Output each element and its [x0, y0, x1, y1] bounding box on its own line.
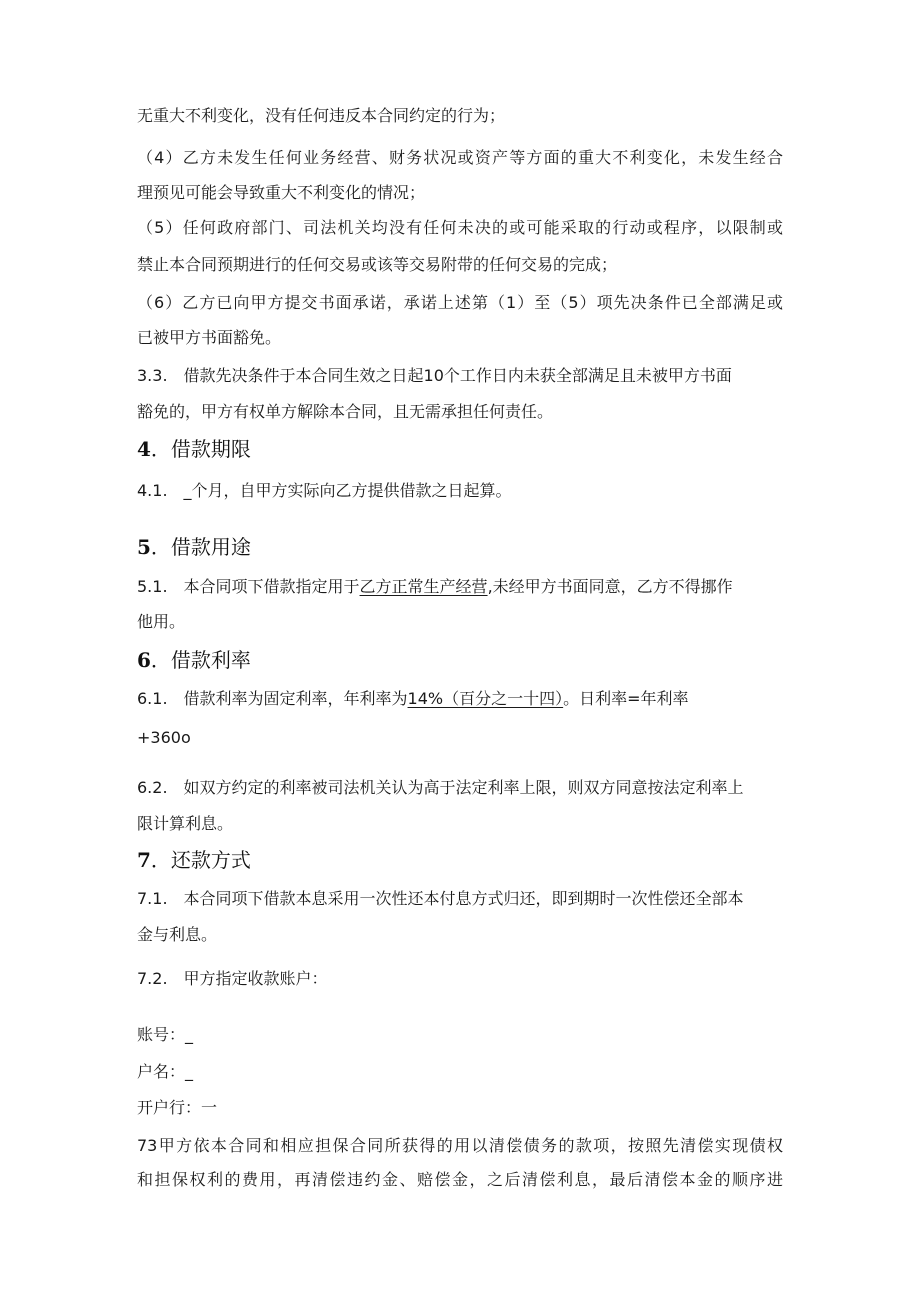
- paragraph-line: [137, 255, 617, 275]
- clause-number: 3.3.: [137, 366, 168, 385]
- text: 禁止本合同预期进行的任何交易或该等交易附带的任何交易的完成；: [137, 255, 618, 274]
- paragraph-line: [137, 1136, 783, 1156]
- clause-number: 7.2.: [137, 969, 168, 988]
- text: 甲方指定收款账户：: [183, 969, 328, 988]
- paragraph-line: [137, 728, 191, 748]
- text: +360o: [137, 728, 191, 747]
- text: 已被甲方书面豁免。: [137, 328, 282, 347]
- clause-7-1: [137, 889, 744, 909]
- paragraph-line: [137, 106, 505, 126]
- clause-3-3: [137, 366, 732, 386]
- section-heading-6: [137, 647, 251, 673]
- text: 限计算利息。: [137, 814, 234, 833]
- underlined-purpose: 乙方正常生产经营: [359, 577, 488, 596]
- heading-number: 4: [137, 437, 151, 461]
- underlined-rate: 14%（百分之一十四）: [407, 689, 564, 708]
- text: 73甲方依本合同和相应担保合同所获得的用以清偿债务的款项，按照先清偿实现债权: [137, 1136, 783, 1155]
- paragraph-line: [137, 218, 783, 238]
- paragraph-line: [137, 328, 281, 348]
- section-heading-5: [137, 534, 251, 560]
- account-number-line: [137, 1025, 193, 1045]
- text: 借款利率为固定利率，年利率为: [183, 689, 408, 708]
- paragraph-line: [137, 612, 185, 632]
- section-heading-4: [137, 436, 251, 462]
- paragraph-line: [137, 402, 553, 422]
- clause-6-1: [137, 689, 689, 709]
- text: 户名：_: [137, 1062, 194, 1081]
- paragraph-line: [137, 925, 217, 945]
- text: 本合同项下借款指定用于: [183, 577, 360, 596]
- text: 开户行：一: [137, 1098, 218, 1117]
- text: ,未经甲方书面同意，乙方不得挪作: [487, 577, 733, 596]
- clause-number: 5.1.: [137, 577, 168, 596]
- text: （4）乙方未发生任何业务经营、财务状况或资产等方面的重大不利变化，未发生经合: [137, 148, 783, 167]
- bank-line: [137, 1098, 217, 1118]
- heading-title: ．还款方式: [150, 848, 251, 872]
- clause-4-1: [137, 481, 512, 501]
- account-name-line: [137, 1062, 193, 1082]
- text: 。日利率=年利率: [563, 689, 689, 708]
- clause-number: 4.1.: [137, 481, 168, 500]
- text: _个月，自甲方实际向乙方提供借款之日起算。: [183, 481, 512, 500]
- paragraph-line: [137, 148, 783, 168]
- text: 账号：_: [137, 1025, 194, 1044]
- text: （5）任何政府部门、司法机关均没有任何未决的或可能采取的行动或程序，以限制或: [137, 218, 783, 237]
- heading-number: 7: [137, 848, 151, 872]
- clause-number: 6.2.: [137, 778, 168, 797]
- text: 豁免的，甲方有权单方解除本合同，且无需承担任何责任。: [137, 402, 554, 421]
- heading-number: 6: [137, 648, 151, 672]
- text: （6）乙方已向甲方提交书面承诺，承诺上述第（1）至（5）项先决条件已全部满足或: [137, 293, 783, 312]
- heading-title: ．借款用途: [150, 535, 251, 559]
- text: 他用。: [137, 612, 186, 631]
- paragraph-line: [137, 183, 425, 203]
- text: 本合同项下借款本息采用一次性还本付息方式归还，即到期时一次性偿还全部本: [183, 889, 744, 908]
- text: 金与利息。: [137, 925, 218, 944]
- clause-6-2: [137, 778, 744, 798]
- text: 借款先决条件于本合同生效之日起10个工作日内未获全部满足且未被甲方书面: [183, 366, 732, 385]
- text: 和担保权利的费用，再清偿违约金、赔偿金，之后清偿利息，最后清偿本金的顺序进: [137, 1170, 783, 1189]
- paragraph-line: [137, 1170, 783, 1190]
- heading-title: ．借款期限: [150, 437, 251, 461]
- clause-5-1: [137, 577, 733, 597]
- paragraph-line: [137, 293, 783, 313]
- heading-title: ．借款利率: [150, 648, 251, 672]
- clause-number: 6.1.: [137, 689, 168, 708]
- clause-number: 7.1.: [137, 889, 168, 908]
- section-heading-7: [137, 847, 251, 873]
- heading-number: 5: [137, 535, 151, 559]
- text: 无重大不利变化，没有任何违反本合同约定的行为；: [137, 106, 506, 125]
- text: 理预见可能会导致重大不利变化的情况；: [137, 183, 426, 202]
- paragraph-line: [137, 814, 233, 834]
- text: 如双方约定的利率被司法机关认为高于法定利率上限，则双方同意按法定利率上: [183, 778, 744, 797]
- clause-7-2: [137, 969, 328, 989]
